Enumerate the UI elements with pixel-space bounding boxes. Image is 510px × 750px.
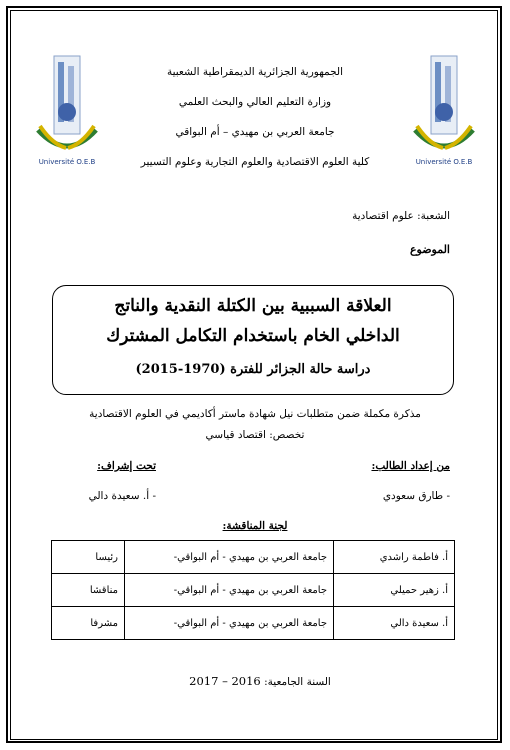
subject-label: الموضوع bbox=[409, 243, 450, 256]
student-name: - طارق سعودي bbox=[382, 490, 450, 502]
university-logo-left bbox=[32, 52, 102, 170]
title-line-2: الداخلي الخام باستخدام التكامل المشترك bbox=[106, 326, 400, 346]
jury-member-name: أ. زهير حميلي bbox=[334, 574, 455, 607]
jury-member-institution: جامعة العربي بن مهيدي - أم البواقي- bbox=[125, 574, 334, 607]
title-box bbox=[52, 285, 454, 395]
table-row bbox=[52, 574, 455, 607]
table-row bbox=[52, 541, 455, 574]
branch: الشعبة: علوم اقتصادية bbox=[352, 210, 450, 222]
student-label: من إعداد الطالب: bbox=[371, 460, 450, 472]
academic-year-value: 2016 – 2017 bbox=[189, 674, 261, 688]
memo-text: مذكرة مكملة ضمن متطلبات نيل شهادة ماستر أكاديمي في العلوم الاقتصادية bbox=[89, 408, 421, 420]
supervisor-name: - أ. سعيدة دالي bbox=[88, 490, 156, 502]
header-republic: الجمهورية الجزائرية الديمقراطية الشعبية bbox=[166, 66, 344, 78]
jury-member-institution: جامعة العربي بن مهيدي - أم البواقي- bbox=[125, 541, 334, 574]
header-ministry: وزارة التعليم العالي والبحث العلمي bbox=[178, 96, 332, 108]
jury-label: لجنة المناقشة: bbox=[222, 520, 288, 532]
title-line-3: دراسة حالة الجزائر للفترة (1970-2015) bbox=[135, 362, 371, 377]
jury-table bbox=[51, 540, 455, 640]
specialty: تخصص: اقتصاد قياسي bbox=[205, 429, 305, 441]
jury-member-name: أ. سعيدة دالي bbox=[334, 607, 455, 640]
jury-member-role: مناقشا bbox=[52, 574, 125, 607]
header-university: جامعة العربي بن مهيدي – أم البواقي bbox=[175, 126, 335, 138]
table-row bbox=[52, 607, 455, 640]
jury-member-name: أ. فاطمة راشدي bbox=[334, 541, 455, 574]
logo-text-right: Université O.E.B bbox=[415, 158, 473, 166]
title-line-1: العلاقة السببية بين الكتلة النقدية والناتج bbox=[114, 296, 392, 316]
logo-text-left: Université O.E.B bbox=[38, 158, 96, 166]
header-faculty: كلية العلوم الاقتصادية والعلوم التجارية وعلوم التسيير bbox=[140, 156, 370, 168]
academic-year bbox=[175, 674, 345, 688]
university-logo-right bbox=[409, 52, 479, 170]
jury-member-role: رئيسا bbox=[52, 541, 125, 574]
jury-member-institution: جامعة العربي بن مهيدي - أم البواقي- bbox=[125, 607, 334, 640]
supervisor-label: تحت إشراف: bbox=[97, 460, 156, 472]
jury-member-role: مشرفا bbox=[52, 607, 125, 640]
academic-year-label: السنة الجامعية: bbox=[264, 676, 331, 688]
